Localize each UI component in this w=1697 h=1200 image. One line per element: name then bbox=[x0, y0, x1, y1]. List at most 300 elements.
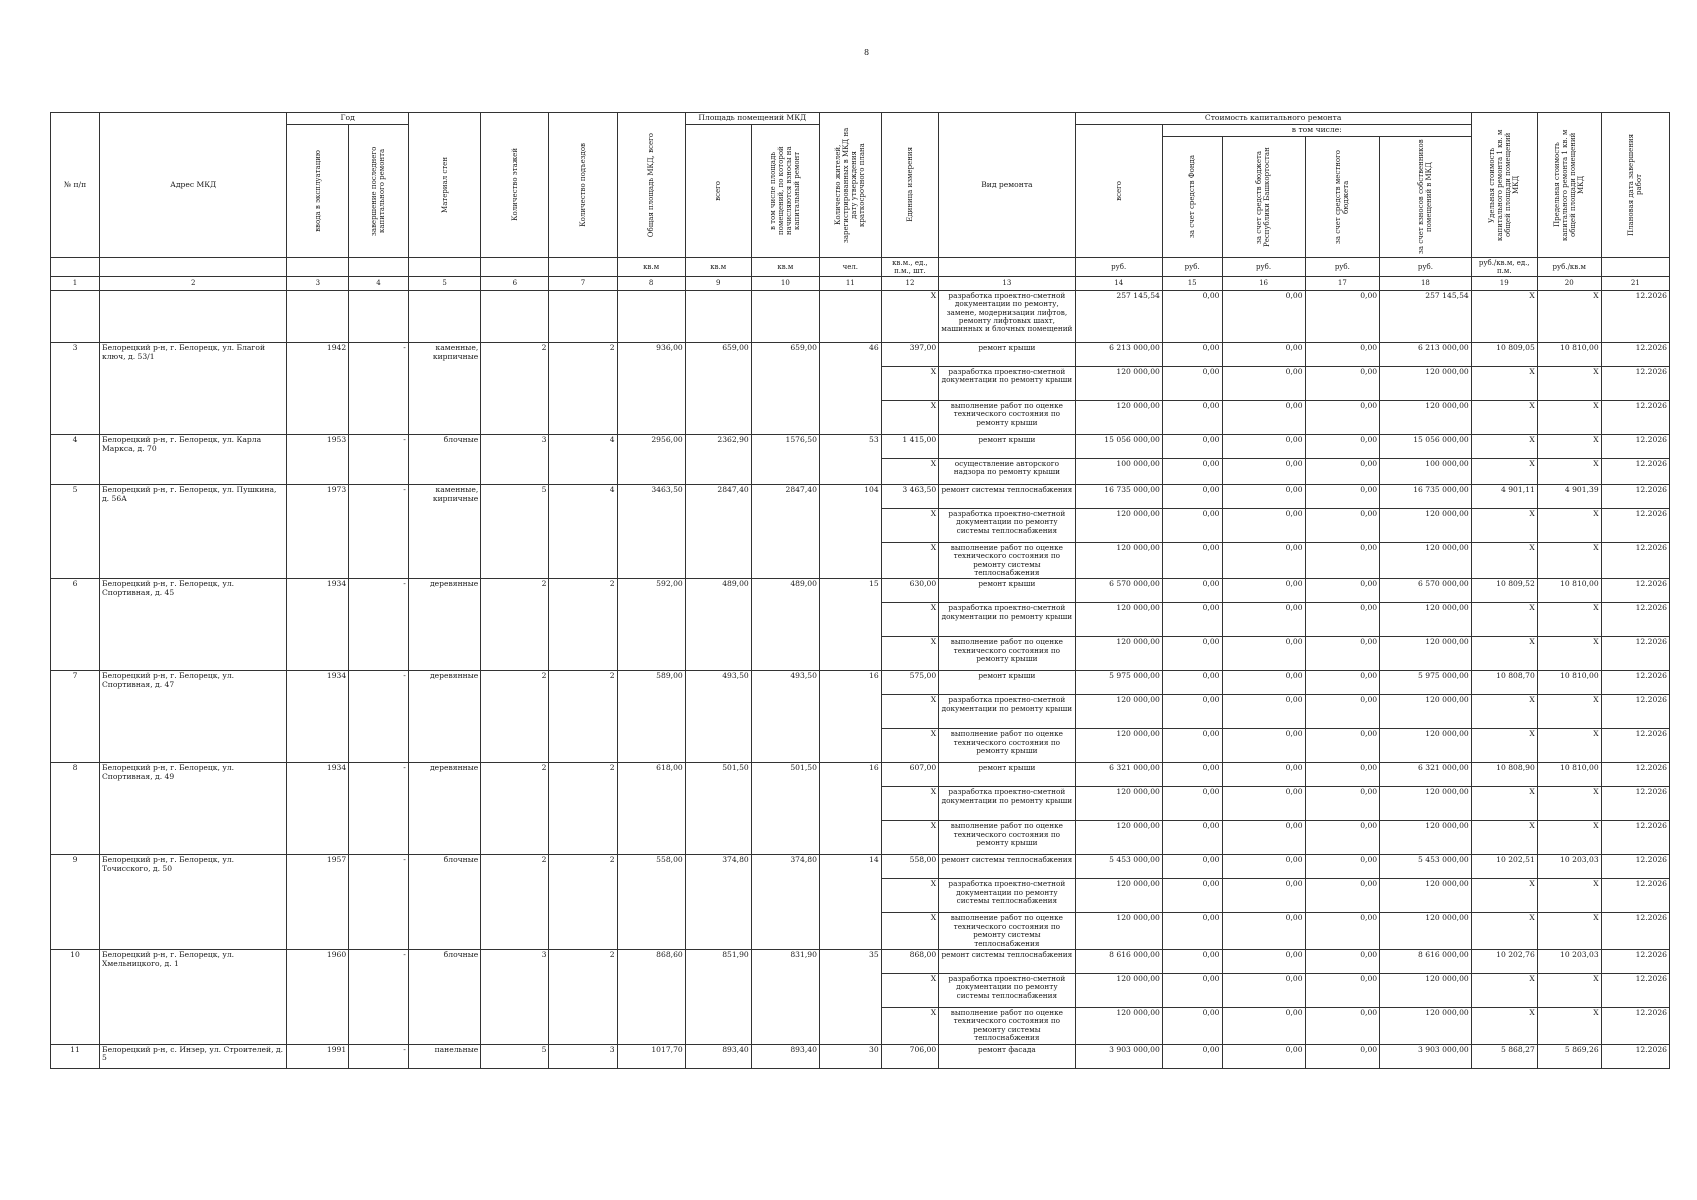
cell-entr: 2 bbox=[549, 579, 617, 671]
cell-fund: 0,00 bbox=[1162, 949, 1222, 973]
cell-repaired bbox=[349, 290, 409, 342]
cell-fund: 0,00 bbox=[1162, 579, 1222, 603]
cell-rep: 0,00 bbox=[1222, 366, 1305, 400]
cell-built: 1953 bbox=[287, 434, 349, 484]
cell-fund: 0,00 bbox=[1162, 729, 1222, 763]
cell-no: 5 bbox=[51, 484, 100, 579]
cell-total bbox=[617, 290, 685, 342]
column-number: 10 bbox=[751, 276, 819, 290]
cell-max: 10 203,03 bbox=[1537, 949, 1601, 973]
unit-cell: руб. bbox=[1075, 257, 1162, 276]
cell-date: 12.2026 bbox=[1601, 458, 1669, 484]
cell-work: ремонт крыши bbox=[939, 671, 1075, 695]
cell-loc: 0,00 bbox=[1305, 1007, 1380, 1044]
cell-unit: X bbox=[881, 400, 939, 434]
cell-rep: 0,00 bbox=[1222, 508, 1305, 542]
table-row bbox=[51, 763, 1670, 787]
cell-date: 12.2026 bbox=[1601, 695, 1669, 729]
cell-entr: 2 bbox=[549, 949, 617, 1044]
cell-max: X bbox=[1537, 400, 1601, 434]
cell-own: 5 975 000,00 bbox=[1380, 671, 1472, 695]
cell-unit: 1 415,00 bbox=[881, 434, 939, 458]
cell-date: 12.2026 bbox=[1601, 508, 1669, 542]
cell-fund: 0,00 bbox=[1162, 821, 1222, 855]
cell-date: 12.2026 bbox=[1601, 400, 1669, 434]
cell-cost: 100 000,00 bbox=[1075, 458, 1162, 484]
unit-cell: кв.м bbox=[617, 257, 685, 276]
unit-cell: кв.м bbox=[751, 257, 819, 276]
table-body bbox=[51, 290, 1670, 1068]
cell-ucost: X bbox=[1471, 787, 1537, 821]
cell-max: 4 901,39 bbox=[1537, 484, 1601, 508]
cell-max: X bbox=[1537, 434, 1601, 458]
unit-cell bbox=[99, 257, 286, 276]
cell-wall: блочные bbox=[408, 434, 480, 484]
cell-wall: панельные bbox=[408, 1044, 480, 1068]
unit-cell bbox=[408, 257, 480, 276]
cell-address: Белорецкий р-н, г. Белорецк, ул. Пушкина, д. 56А bbox=[99, 484, 286, 579]
cell-loc: 0,00 bbox=[1305, 949, 1380, 973]
cell-cost: 120 000,00 bbox=[1075, 637, 1162, 671]
cell-cost: 120 000,00 bbox=[1075, 366, 1162, 400]
cell-own: 120 000,00 bbox=[1380, 637, 1472, 671]
cell-rep: 0,00 bbox=[1222, 973, 1305, 1007]
header-local: за счет средств местного бюджета bbox=[1305, 136, 1380, 257]
column-number: 14 bbox=[1075, 276, 1162, 290]
table-row bbox=[51, 484, 1670, 508]
table-row bbox=[51, 855, 1670, 879]
header-area-res: в том числе площадь помещений, по которой начисляются взносы на капитальный ремонт bbox=[751, 125, 819, 258]
cell-work: разработка проектно-сметной документации по ремонту крыши bbox=[939, 787, 1075, 821]
cell-max: X bbox=[1537, 695, 1601, 729]
header-year-group: Год bbox=[287, 113, 408, 125]
cell-work: выполнение работ по оценке технического состояния по ремонту крыши bbox=[939, 637, 1075, 671]
repair-plan-table bbox=[50, 112, 1670, 1069]
cell-max: 10 810,00 bbox=[1537, 579, 1601, 603]
cell-work: разработка проектно-сметной документации по ремонту системы теплоснабжения bbox=[939, 879, 1075, 913]
cell-area_res: 893,40 bbox=[751, 1044, 819, 1068]
cell-date: 12.2026 bbox=[1601, 637, 1669, 671]
cell-work: ремонт системы теплоснабжения bbox=[939, 855, 1075, 879]
cell-entr: 2 bbox=[549, 342, 617, 434]
cell-ucost: 5 868,27 bbox=[1471, 1044, 1537, 1068]
cell-ucost: X bbox=[1471, 729, 1537, 763]
cell-loc: 0,00 bbox=[1305, 879, 1380, 913]
cell-fund: 0,00 bbox=[1162, 400, 1222, 434]
cell-cost: 16 735 000,00 bbox=[1075, 484, 1162, 508]
cell-max: 10 203,03 bbox=[1537, 855, 1601, 879]
cell-work: выполнение работ по оценке технического состояния по ремонту системы теплоснабжения bbox=[939, 913, 1075, 950]
column-number: 11 bbox=[819, 276, 881, 290]
cell-unit: 868,00 bbox=[881, 949, 939, 973]
cell-work: ремонт фасада bbox=[939, 1044, 1075, 1068]
cell-built: 1957 bbox=[287, 855, 349, 950]
cell-loc: 0,00 bbox=[1305, 763, 1380, 787]
cell-address: Белорецкий р-н, г. Белорецк, ул. Хмельницкого, д. 1 bbox=[99, 949, 286, 1044]
cell-total: 558,00 bbox=[617, 855, 685, 950]
cell-repaired: - bbox=[349, 949, 409, 1044]
unit-cell bbox=[1601, 257, 1669, 276]
cell-loc: 0,00 bbox=[1305, 729, 1380, 763]
cell-unit: X bbox=[881, 1007, 939, 1044]
cell-loc: 0,00 bbox=[1305, 603, 1380, 637]
cell-floors: 2 bbox=[481, 763, 549, 855]
cell-floors: 2 bbox=[481, 342, 549, 434]
cell-unit: X bbox=[881, 973, 939, 1007]
cell-floors bbox=[481, 290, 549, 342]
cell-address: Белорецкий р-н, г. Белорецк, ул. Спортивная, д. 49 bbox=[99, 763, 286, 855]
cell-people: 53 bbox=[819, 434, 881, 484]
cell-work: выполнение работ по оценке технического состояния по ремонту крыши bbox=[939, 821, 1075, 855]
table-row bbox=[51, 949, 1670, 973]
cell-date: 12.2026 bbox=[1601, 603, 1669, 637]
cell-area: 501,50 bbox=[685, 763, 751, 855]
cell-rep: 0,00 bbox=[1222, 949, 1305, 973]
cell-cost: 120 000,00 bbox=[1075, 787, 1162, 821]
cell-unit: 630,00 bbox=[881, 579, 939, 603]
cell-loc: 0,00 bbox=[1305, 342, 1380, 366]
cell-rep: 0,00 bbox=[1222, 579, 1305, 603]
cell-repaired: - bbox=[349, 855, 409, 950]
cell-work: ремонт системы теплоснабжения bbox=[939, 484, 1075, 508]
cell-work: выполнение работ по оценке технического состояния по ремонту крыши bbox=[939, 729, 1075, 763]
cell-area_res: 659,00 bbox=[751, 342, 819, 434]
cell-fund: 0,00 bbox=[1162, 879, 1222, 913]
column-number: 6 bbox=[481, 276, 549, 290]
cell-repaired: - bbox=[349, 671, 409, 763]
cell-address: Белорецкий р-н, г. Белорецк, ул. Точисского, д. 50 bbox=[99, 855, 286, 950]
column-number: 8 bbox=[617, 276, 685, 290]
cell-max: X bbox=[1537, 787, 1601, 821]
cell-ucost: X bbox=[1471, 366, 1537, 400]
cell-fund: 0,00 bbox=[1162, 787, 1222, 821]
cell-fund: 0,00 bbox=[1162, 366, 1222, 400]
cell-wall: каменные, кирпичные bbox=[408, 342, 480, 434]
cell-rep: 0,00 bbox=[1222, 729, 1305, 763]
cell-no: 4 bbox=[51, 434, 100, 484]
cell-rep: 0,00 bbox=[1222, 434, 1305, 458]
unit-cell bbox=[939, 257, 1075, 276]
cell-rep: 0,00 bbox=[1222, 484, 1305, 508]
cell-address bbox=[99, 290, 286, 342]
cell-people: 16 bbox=[819, 671, 881, 763]
cell-own: 6 213 000,00 bbox=[1380, 342, 1472, 366]
cell-area_res: 2847,40 bbox=[751, 484, 819, 579]
cell-max: X bbox=[1537, 1007, 1601, 1044]
header-fund: за счет средств Фонда bbox=[1162, 136, 1222, 257]
cell-area_res bbox=[751, 290, 819, 342]
cell-own: 120 000,00 bbox=[1380, 973, 1472, 1007]
cell-cost: 8 616 000,00 bbox=[1075, 949, 1162, 973]
column-number: 1 bbox=[51, 276, 100, 290]
cell-cost: 120 000,00 bbox=[1075, 508, 1162, 542]
cell-unit: X bbox=[881, 290, 939, 342]
cell-total: 936,00 bbox=[617, 342, 685, 434]
cell-area: 2847,40 bbox=[685, 484, 751, 579]
cell-floors: 2 bbox=[481, 855, 549, 950]
header-max-cost: Предельная стоимость капитального ремонта 1 кв. м общей площади помещений МКД bbox=[1537, 113, 1601, 258]
cell-max: X bbox=[1537, 913, 1601, 950]
cell-max: 10 810,00 bbox=[1537, 763, 1601, 787]
cell-date: 12.2026 bbox=[1601, 579, 1669, 603]
cell-ucost: X bbox=[1471, 879, 1537, 913]
cell-cost: 120 000,00 bbox=[1075, 542, 1162, 579]
cell-repaired: - bbox=[349, 579, 409, 671]
cell-repaired: - bbox=[349, 434, 409, 484]
cell-work: ремонт крыши bbox=[939, 342, 1075, 366]
cell-built: 1942 bbox=[287, 342, 349, 434]
cell-unit: X bbox=[881, 879, 939, 913]
cell-cost: 120 000,00 bbox=[1075, 695, 1162, 729]
cell-ucost: X bbox=[1471, 637, 1537, 671]
cell-own: 100 000,00 bbox=[1380, 458, 1472, 484]
cell-cost: 5 453 000,00 bbox=[1075, 855, 1162, 879]
cell-no: 7 bbox=[51, 671, 100, 763]
column-number: 12 bbox=[881, 276, 939, 290]
cell-area_res: 501,50 bbox=[751, 763, 819, 855]
cell-work: разработка проектно-сметной документации по ремонту системы теплоснабжения bbox=[939, 508, 1075, 542]
cell-date: 12.2026 bbox=[1601, 671, 1669, 695]
cell-own: 120 000,00 bbox=[1380, 400, 1472, 434]
column-number: 15 bbox=[1162, 276, 1222, 290]
cell-ucost: X bbox=[1471, 542, 1537, 579]
cell-own: 120 000,00 bbox=[1380, 787, 1472, 821]
cell-ucost: 10 202,76 bbox=[1471, 949, 1537, 973]
unit-cell: чел. bbox=[819, 257, 881, 276]
cell-date: 12.2026 bbox=[1601, 787, 1669, 821]
units-row bbox=[51, 257, 1670, 276]
header-entrances: Количество подъездов bbox=[549, 113, 617, 258]
cell-fund: 0,00 bbox=[1162, 671, 1222, 695]
cell-date: 12.2026 bbox=[1601, 434, 1669, 458]
table-header bbox=[51, 113, 1670, 291]
cell-own: 15 056 000,00 bbox=[1380, 434, 1472, 458]
column-number: 3 bbox=[287, 276, 349, 290]
cell-unit: 706,00 bbox=[881, 1044, 939, 1068]
cell-repaired: - bbox=[349, 484, 409, 579]
cell-entr: 2 bbox=[549, 763, 617, 855]
cell-rep: 0,00 bbox=[1222, 821, 1305, 855]
cell-people: 35 bbox=[819, 949, 881, 1044]
cell-repaired: - bbox=[349, 1044, 409, 1068]
cell-floors: 5 bbox=[481, 1044, 549, 1068]
cell-entr: 4 bbox=[549, 484, 617, 579]
cell-entr: 2 bbox=[549, 855, 617, 950]
column-number: 9 bbox=[685, 276, 751, 290]
cell-date: 12.2026 bbox=[1601, 763, 1669, 787]
unit-cell bbox=[549, 257, 617, 276]
cell-rep: 0,00 bbox=[1222, 1007, 1305, 1044]
cell-cost: 6 213 000,00 bbox=[1075, 342, 1162, 366]
cell-rep: 0,00 bbox=[1222, 603, 1305, 637]
header-residents: Количество жителей, зарегистрированных в МКД на дату утверждения краткосрочного плана bbox=[819, 113, 881, 258]
cell-rep: 0,00 bbox=[1222, 855, 1305, 879]
cell-fund: 0,00 bbox=[1162, 855, 1222, 879]
cell-area: 2362,90 bbox=[685, 434, 751, 484]
cell-work: разработка проектно-сметной документации по ремонту крыши bbox=[939, 603, 1075, 637]
cell-work: разработка проектно-сметной документации по ремонту системы теплоснабжения bbox=[939, 973, 1075, 1007]
cell-work: разработка проектно-сметной документации по ремонту, замене, модернизации лифтов, ремонту лифтовых шахт, машинных и блочных помещений bbox=[939, 290, 1075, 342]
cell-date: 12.2026 bbox=[1601, 913, 1669, 950]
cell-wall: каменные, кирпичные bbox=[408, 484, 480, 579]
cell-cost: 120 000,00 bbox=[1075, 913, 1162, 950]
cell-unit: 3 463,50 bbox=[881, 484, 939, 508]
cell-ucost: 10 808,90 bbox=[1471, 763, 1537, 787]
cell-entr: 3 bbox=[549, 1044, 617, 1068]
cell-loc: 0,00 bbox=[1305, 671, 1380, 695]
cell-ucost: 10 808,70 bbox=[1471, 671, 1537, 695]
cell-fund: 0,00 bbox=[1162, 973, 1222, 1007]
cell-wall: деревянные bbox=[408, 763, 480, 855]
header-date: Плановая дата завершения работ bbox=[1601, 113, 1669, 258]
cell-rep: 0,00 bbox=[1222, 290, 1305, 342]
unit-cell bbox=[349, 257, 409, 276]
unit-cell: руб. bbox=[1305, 257, 1380, 276]
cell-wall bbox=[408, 290, 480, 342]
cell-own: 5 453 000,00 bbox=[1380, 855, 1472, 879]
cell-unit: X bbox=[881, 458, 939, 484]
column-number: 16 bbox=[1222, 276, 1305, 290]
cell-ucost: 4 901,11 bbox=[1471, 484, 1537, 508]
cell-area_res: 489,00 bbox=[751, 579, 819, 671]
cell-floors: 2 bbox=[481, 579, 549, 671]
cell-fund: 0,00 bbox=[1162, 913, 1222, 950]
header-unit-cost: Удельная стоимость капитального ремонта 1 кв. м общей площади помещений МКД bbox=[1471, 113, 1537, 258]
cell-unit: X bbox=[881, 637, 939, 671]
cell-work: выполнение работ по оценке технического состояния по ремонту системы теплоснабжения bbox=[939, 1007, 1075, 1044]
column-number: 20 bbox=[1537, 276, 1601, 290]
cell-loc: 0,00 bbox=[1305, 400, 1380, 434]
cell-no: 3 bbox=[51, 342, 100, 434]
cell-area bbox=[685, 290, 751, 342]
cell-built: 1960 bbox=[287, 949, 349, 1044]
unit-cell: кв.м., ед., п.м., шт. bbox=[881, 257, 939, 276]
cell-rep: 0,00 bbox=[1222, 879, 1305, 913]
cell-cost: 120 000,00 bbox=[1075, 1007, 1162, 1044]
cell-wall: блочные bbox=[408, 855, 480, 950]
cell-max: 10 810,00 bbox=[1537, 342, 1601, 366]
cell-area: 851,90 bbox=[685, 949, 751, 1044]
cell-unit: 558,00 bbox=[881, 855, 939, 879]
cell-built: 1934 bbox=[287, 671, 349, 763]
unit-cell: руб. bbox=[1162, 257, 1222, 276]
cell-floors: 3 bbox=[481, 434, 549, 484]
cell-loc: 0,00 bbox=[1305, 484, 1380, 508]
unit-cell: руб./кв.м bbox=[1537, 257, 1601, 276]
cell-cost: 257 145,54 bbox=[1075, 290, 1162, 342]
cell-people: 30 bbox=[819, 1044, 881, 1068]
header-year-repair: завершение последнего капитального ремонта bbox=[349, 125, 409, 258]
cell-loc: 0,00 bbox=[1305, 542, 1380, 579]
cell-unit: 575,00 bbox=[881, 671, 939, 695]
cell-unit: 397,00 bbox=[881, 342, 939, 366]
cell-max: 5 869,26 bbox=[1537, 1044, 1601, 1068]
cell-total: 3463,50 bbox=[617, 484, 685, 579]
unit-cell bbox=[51, 257, 100, 276]
cell-ucost: X bbox=[1471, 973, 1537, 1007]
cell-total: 589,00 bbox=[617, 671, 685, 763]
cell-own: 120 000,00 bbox=[1380, 821, 1472, 855]
cell-loc: 0,00 bbox=[1305, 434, 1380, 458]
cell-cost: 6 321 000,00 bbox=[1075, 763, 1162, 787]
cell-max: X bbox=[1537, 637, 1601, 671]
cell-loc: 0,00 bbox=[1305, 579, 1380, 603]
cell-rep: 0,00 bbox=[1222, 458, 1305, 484]
cell-unit: X bbox=[881, 542, 939, 579]
cell-unit: X bbox=[881, 603, 939, 637]
cell-entr: 4 bbox=[549, 434, 617, 484]
header-area-all: всего bbox=[685, 125, 751, 258]
cell-rep: 0,00 bbox=[1222, 400, 1305, 434]
cell-loc: 0,00 bbox=[1305, 458, 1380, 484]
header-no: № п/п bbox=[51, 113, 100, 258]
cell-fund: 0,00 bbox=[1162, 603, 1222, 637]
cell-ucost: X bbox=[1471, 290, 1537, 342]
cell-date: 12.2026 bbox=[1601, 1007, 1669, 1044]
page-number: 8 bbox=[864, 48, 870, 57]
header-wall: Материал стен bbox=[408, 113, 480, 258]
cell-work: ремонт крыши bbox=[939, 579, 1075, 603]
cell-wall: деревянные bbox=[408, 579, 480, 671]
cell-fund: 0,00 bbox=[1162, 458, 1222, 484]
cell-cost: 15 056 000,00 bbox=[1075, 434, 1162, 458]
cell-own: 120 000,00 bbox=[1380, 603, 1472, 637]
cell-fund: 0,00 bbox=[1162, 695, 1222, 729]
cell-unit: X bbox=[881, 821, 939, 855]
cell-loc: 0,00 bbox=[1305, 855, 1380, 879]
cell-loc: 0,00 bbox=[1305, 787, 1380, 821]
cell-work: ремонт системы теплоснабжения bbox=[939, 949, 1075, 973]
cell-cost: 120 000,00 bbox=[1075, 603, 1162, 637]
cell-fund: 0,00 bbox=[1162, 342, 1222, 366]
cell-area_res: 831,90 bbox=[751, 949, 819, 1044]
cell-fund: 0,00 bbox=[1162, 637, 1222, 671]
cell-date: 12.2026 bbox=[1601, 366, 1669, 400]
column-number: 19 bbox=[1471, 276, 1537, 290]
cell-loc: 0,00 bbox=[1305, 1044, 1380, 1068]
cell-area_res: 374,80 bbox=[751, 855, 819, 950]
cell-ucost: X bbox=[1471, 400, 1537, 434]
cell-entr bbox=[549, 290, 617, 342]
cell-date: 12.2026 bbox=[1601, 542, 1669, 579]
table-row bbox=[51, 342, 1670, 366]
cell-no: 11 bbox=[51, 1044, 100, 1068]
column-number: 7 bbox=[549, 276, 617, 290]
cell-cost: 120 000,00 bbox=[1075, 879, 1162, 913]
unit-cell: руб. bbox=[1380, 257, 1472, 276]
unit-cell bbox=[287, 257, 349, 276]
cell-loc: 0,00 bbox=[1305, 366, 1380, 400]
column-number: 21 bbox=[1601, 276, 1669, 290]
cell-max: X bbox=[1537, 973, 1601, 1007]
cell-loc: 0,00 bbox=[1305, 973, 1380, 1007]
cell-no: 9 bbox=[51, 855, 100, 950]
table-row bbox=[51, 671, 1670, 695]
header-address: Адрес МКД bbox=[99, 113, 286, 258]
cell-work: ремонт крыши bbox=[939, 434, 1075, 458]
cell-cost: 120 000,00 bbox=[1075, 821, 1162, 855]
cell-built bbox=[287, 290, 349, 342]
cell-max: X bbox=[1537, 879, 1601, 913]
cell-max: X bbox=[1537, 458, 1601, 484]
cell-area: 493,50 bbox=[685, 671, 751, 763]
cell-rep: 0,00 bbox=[1222, 763, 1305, 787]
cell-max: X bbox=[1537, 366, 1601, 400]
unit-cell: руб. bbox=[1222, 257, 1305, 276]
cell-total: 868,60 bbox=[617, 949, 685, 1044]
cell-own: 3 903 000,00 bbox=[1380, 1044, 1472, 1068]
cell-total: 618,00 bbox=[617, 763, 685, 855]
